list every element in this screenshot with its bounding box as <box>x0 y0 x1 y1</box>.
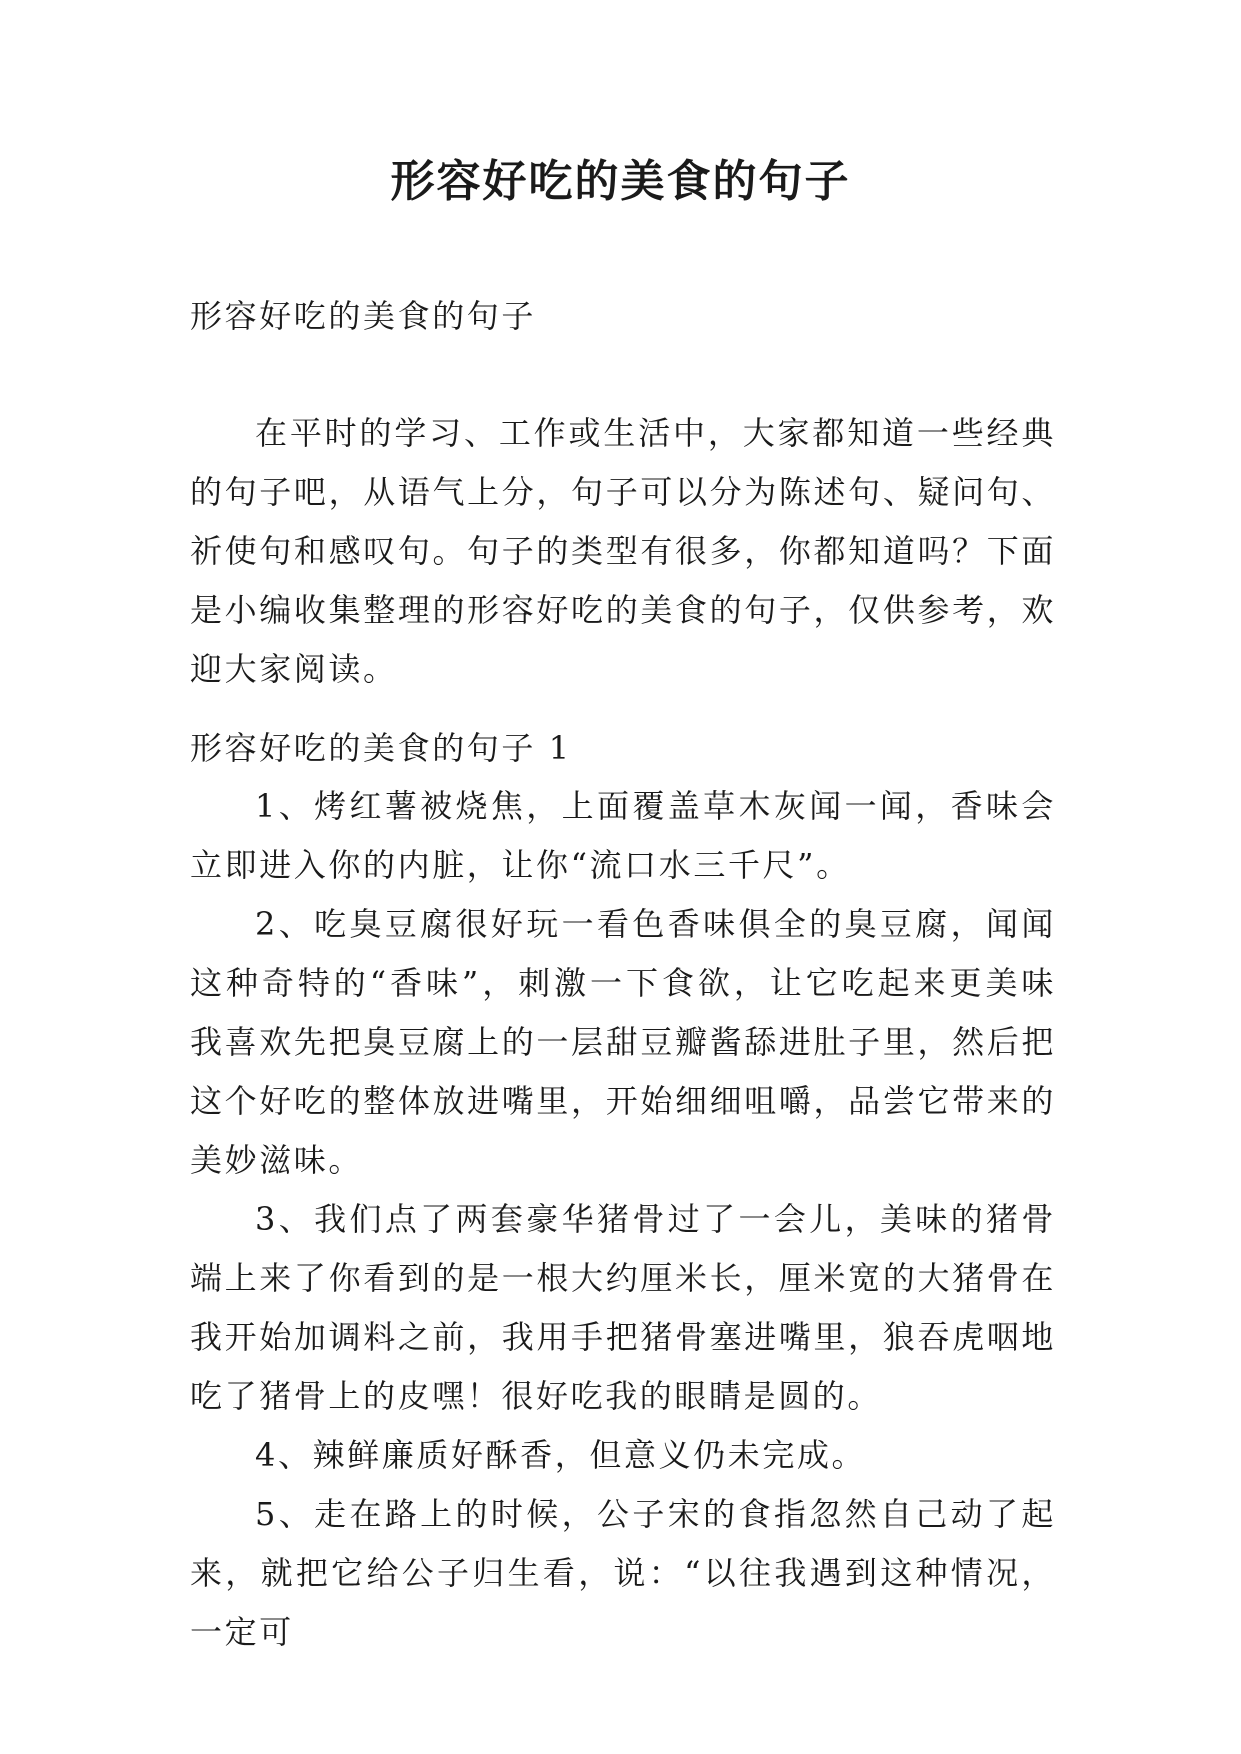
list-item: 5、走在路上的时候，公子宋的食指忽然自己动了起来，就把它给公子归生看，说：“以往我遇到这种情况，一定可 <box>190 1495 1056 1651</box>
list-item: 4、辣鲜廉质好酥香，但意义仍未完成。 <box>255 1436 867 1474</box>
sentence-list <box>190 777 1056 1662</box>
list-item: 3、我们点了两套豪华猪骨过了一会儿，美味的猪骨端上来了你看到的是一根大约厘米长，厘米宽的大猪骨在我开始加调料之前，我用手把猪骨塞进嘴里，狼吞虎咽地吃了猪骨上的皮嘿！很好吃我的眼睛是圆的。 <box>190 1200 1056 1415</box>
document-title: 形容好吃的美食的句子 <box>390 156 851 207</box>
intro-paragraph: 在平时的学习、工作或生活中，大家都知道一些经典的句子吧，从语气上分，句子可以分为陈述句、疑问句、祈使句和感叹句。句子的类型有很多，你都知道吗？下面是小编收集整理的形容好吃的美食的句子，仅供参考，欢迎大家阅读。 <box>190 414 1056 688</box>
list-item: 2、吃臭豆腐很好玩一看色香味俱全的臭豆腐，闻闻这种奇特的“香味”，刺激一下食欲，让它吃起来更美味我喜欢先把臭豆腐上的一层甜豆瓣酱舔进肚子里，然后把这个好吃的整体放进嘴里，开始细细咀嚼，品尝它带来的美妙滋味。 <box>190 905 1056 1179</box>
list-item: 1、烤红薯被烧焦，上面覆盖草木灰闻一闻，香味会立即进入你的内脏，让你“流口水三千尺”。 <box>190 787 1056 884</box>
section-heading: 形容好吃的美食的句子 1 <box>190 729 572 767</box>
document-subtitle: 形容好吃的美食的句子 <box>190 297 537 335</box>
intro-section <box>190 404 1056 699</box>
